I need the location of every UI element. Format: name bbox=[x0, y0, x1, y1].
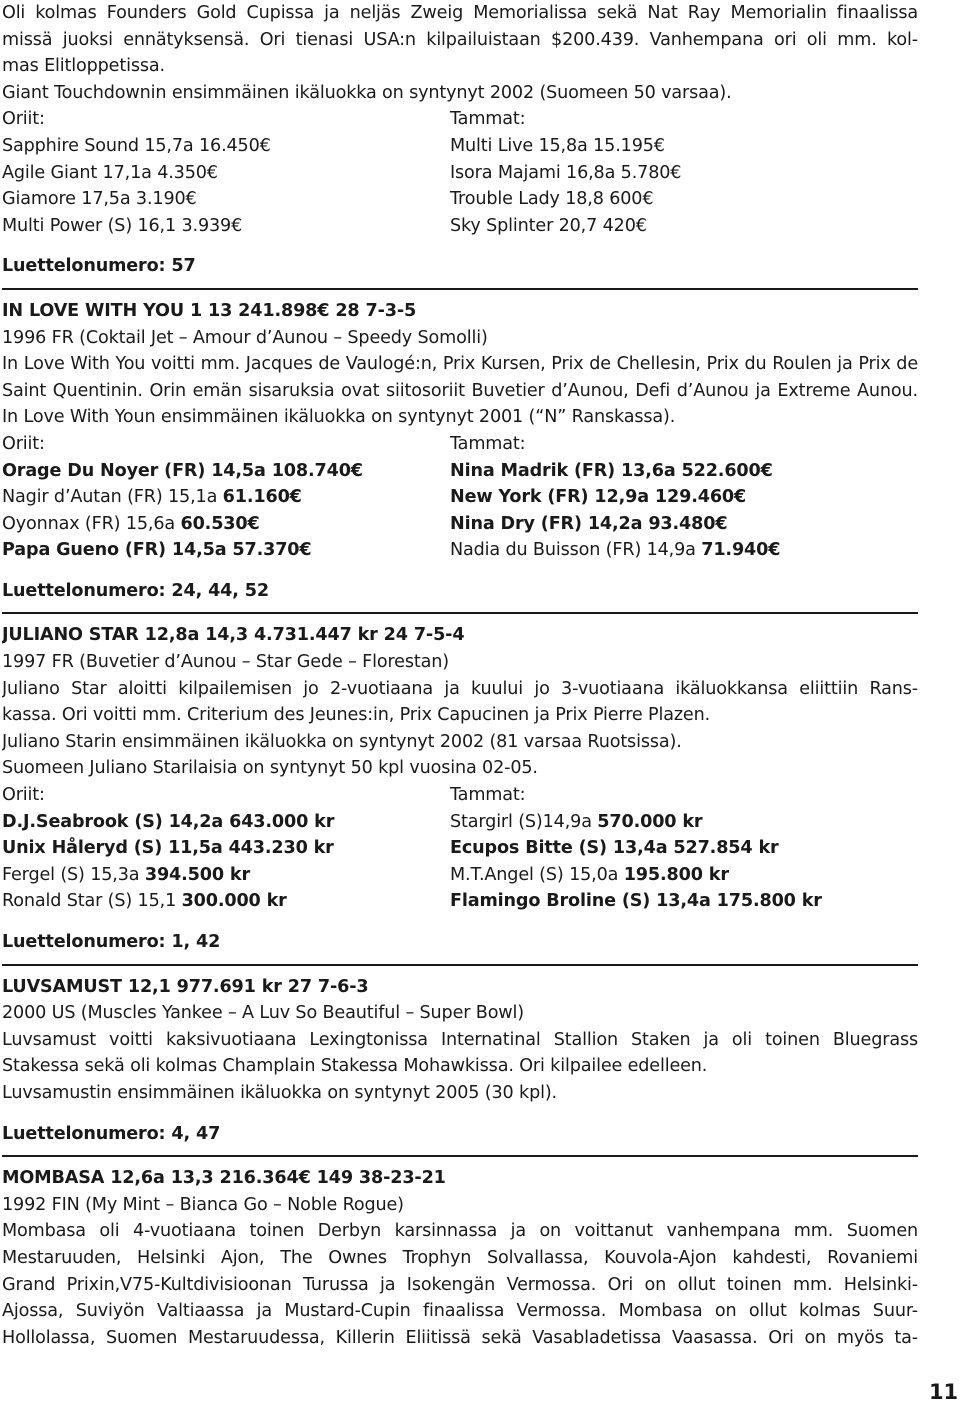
catalogue-number: Luettelonumero: 24, 44, 52 bbox=[2, 580, 269, 601]
offspring-row bbox=[2, 458, 918, 485]
stallion-section-mombasa bbox=[2, 1165, 918, 1351]
mare-entry: Ecupos Bitte (S) 13,4a 527.854 kr bbox=[450, 838, 779, 859]
catalogue-number: Luettelonumero: 57 bbox=[2, 256, 196, 277]
intro-line: Oli kolmas Founders Gold Cupissa ja neljäs Zweig Memorialissa sekä Nat Ray Memorialin finaalissa bbox=[2, 3, 918, 23]
mare-entry: Nadia du Buisson (FR) 14,9a 71.940€ bbox=[450, 540, 781, 561]
stallion-heading: MOMBASA 12,6a 13,3 216.364€ 149 38-23-21 bbox=[2, 1168, 446, 1189]
description-line: In Love With You voitti mm. Jacques de Vaulogé:n, Prix Kursen, Prix de Chellesin, Prix du Roulen ja Prix de bbox=[2, 354, 918, 375]
offspring-row bbox=[2, 537, 918, 564]
mare-entry: Nina Madrik (FR) 13,6a 522.600€ bbox=[450, 460, 773, 481]
mare-entry: Sky Splinter 20,7 420€ bbox=[450, 215, 647, 236]
description-line: Suomeen Juliano Starilaisia on syntynyt 50 kpl vuosina 02-05. bbox=[2, 758, 538, 779]
description-line: Hollolassa, Suomen Mestaruudessa, Killerin Eliitissä sekä Vasabladetissa Vaasassa. Ori on myös ta- bbox=[2, 1327, 918, 1348]
offspring-row bbox=[2, 213, 918, 240]
stallion-entry: Multi Power (S) 16,1 3.939€ bbox=[2, 215, 243, 236]
mares-label: Tammat: bbox=[450, 785, 526, 806]
stallion-section-juliano-star bbox=[2, 622, 918, 955]
stallion-section-luvsamust bbox=[2, 974, 918, 1148]
stallion-entry: Agile Giant 17,1a 4.350€ bbox=[2, 162, 218, 183]
stallion-entry: Sapphire Sound 15,7a 16.450€ bbox=[2, 135, 271, 156]
stallion-heading: JULIANO STAR 12,8a 14,3 4.731.447 kr 24 7-5-4 bbox=[2, 625, 465, 646]
mare-entry: Trouble Lady 18,8 600€ bbox=[450, 189, 654, 210]
page-number: 11 bbox=[929, 1380, 958, 1404]
document-body bbox=[2, 0, 918, 1351]
mares-label: Tammat: bbox=[450, 433, 526, 454]
description-line: Luvsamustin ensimmäinen ikäluokka on syntynyt 2005 (30 kpl). bbox=[2, 1082, 557, 1103]
mares-label: Tammat: bbox=[450, 109, 526, 130]
description-line: Juliano Star aloitti kilpailemisen jo 2-vuotiaana ja kuului jo 3-vuotiaana ikäluokkansa eliittiin Rans- bbox=[2, 678, 918, 699]
offspring-row bbox=[2, 835, 918, 862]
offspring-row bbox=[2, 484, 918, 511]
stallion-entry: Ronald Star (S) 15,1 300.000 kr bbox=[2, 891, 287, 912]
section-divider bbox=[2, 288, 918, 290]
mare-entry: M.T.Angel (S) 15,0a 195.800 kr bbox=[450, 864, 729, 885]
intro-line: mas Elitloppetissa. bbox=[2, 56, 165, 77]
intro-line: Giant Touchdownin ensimmäinen ikäluokka on syntynyt 2002 (Suomeen 50 varsaa). bbox=[2, 82, 732, 103]
stallion-pedigree: 1996 FR (Coktail Jet – Amour d’Aunou – Speedy Somolli) bbox=[2, 327, 488, 348]
stallion-pedigree: 1997 FR (Buvetier d’Aunou – Star Gede – Florestan) bbox=[2, 652, 449, 673]
mare-entry: Multi Live 15,8a 15.195€ bbox=[450, 135, 665, 156]
offspring-row bbox=[2, 862, 918, 889]
stallion-section-in-love-with-you bbox=[2, 298, 918, 605]
mare-entry: Stargirl (S)14,9a 570.000 kr bbox=[450, 811, 703, 832]
stallions-label: Oriit: bbox=[2, 109, 45, 130]
mare-entry: Nina Dry (FR) 14,2a 93.480€ bbox=[450, 513, 728, 534]
catalogue-number: Luettelonumero: 1, 42 bbox=[2, 932, 221, 952]
description-line: kassa. Ori voitti mm. Criterium des Jeunes:in, Prix Capucinen ja Prix Pierre Plazen. bbox=[2, 705, 711, 726]
stallions-label: Oriit: bbox=[2, 785, 45, 806]
mare-entry: Flamingo Broline (S) 13,4a 175.800 kr bbox=[450, 891, 822, 912]
stallion-entry: Nagir d’Autan (FR) 15,1a 61.160€ bbox=[2, 487, 302, 508]
offspring-header bbox=[2, 782, 918, 809]
description-line: Stakessa sekä oli kolmas Champlain Stakessa Mohawkissa. Ori kilpailee edelleen. bbox=[2, 1056, 708, 1077]
offspring-header bbox=[2, 431, 918, 458]
offspring-row bbox=[2, 160, 918, 187]
intro-section bbox=[2, 0, 918, 280]
offspring-row bbox=[2, 888, 918, 915]
section-divider bbox=[2, 1155, 918, 1157]
mare-entry: New York (FR) 12,9a 129.460€ bbox=[450, 487, 747, 508]
description-line: In Love With Youn ensimmäinen ikäluokka on syntynyt 2001 (“N” Ranskassa). bbox=[2, 407, 676, 428]
description-line: Saint Quentinin. Orin emän sisaruksia ovat siitosoriit Buvetier d’Aunou, Defi d’Aunou ja Extreme Aunou. bbox=[2, 380, 918, 401]
intro-line: missä juoksi ennätyksensä. Ori tienasi USA:n kilpailuistaan $200.439. Vanhempana ori oli mm. kol- bbox=[2, 29, 918, 50]
stallion-pedigree: 2000 US (Muscles Yankee – A Luv So Beautiful – Super Bowl) bbox=[2, 1003, 524, 1024]
section-divider bbox=[2, 964, 918, 966]
offspring-header bbox=[2, 106, 918, 133]
description-line: Mombasa oli 4-vuotiaana toinen Derbyn karsinnassa ja on voittanut vanhempana mm. Suomen bbox=[2, 1221, 918, 1242]
stallion-entry: Unix Håleryd (S) 11,5a 443.230 kr bbox=[2, 838, 334, 859]
stallion-entry: D.J.Seabrook (S) 14,2a 643.000 kr bbox=[2, 811, 335, 832]
offspring-row bbox=[2, 511, 918, 538]
description-line: Mestaruuden, Helsinki Ajon, The Ownes Trophyn Solvallassa, Kouvola-Ajon kahdesti, Rovaniemi bbox=[2, 1247, 918, 1268]
stallion-entry: Orage Du Noyer (FR) 14,5a 108.740€ bbox=[2, 460, 363, 481]
offspring-row bbox=[2, 133, 918, 160]
stallion-entry: Fergel (S) 15,3a 394.500 kr bbox=[2, 864, 251, 885]
stallion-entry: Giamore 17,5a 3.190€ bbox=[2, 189, 197, 210]
description-line: Juliano Starin ensimmäinen ikäluokka on syntynyt 2002 (81 varsaa Ruotsissa). bbox=[2, 731, 682, 752]
stallions-label: Oriit: bbox=[2, 433, 45, 454]
description-line: Ajossa, Suviyön Valtiaassa ja Mustard-Cupin finaalissa Vermossa. Mombasa on ollut kolmas Suur- bbox=[2, 1301, 918, 1322]
catalogue-number: Luettelonumero: 4, 47 bbox=[2, 1123, 221, 1144]
offspring-row bbox=[2, 809, 918, 836]
stallion-heading: IN LOVE WITH YOU 1 13 241.898€ 28 7-3-5 bbox=[2, 300, 417, 321]
offspring-row bbox=[2, 186, 918, 213]
section-divider bbox=[2, 612, 918, 614]
stallion-pedigree: 1992 FIN (My Mint – Bianca Go – Noble Rogue) bbox=[2, 1194, 404, 1215]
stallion-entry: Oyonnax (FR) 15,6a 60.530€ bbox=[2, 513, 260, 534]
description-line: Grand Prixin,V75-Kultdivisioonan Turussa ja Isokengän Vermossa. Ori on ollut toinen mm. Helsinki- bbox=[2, 1274, 918, 1295]
mare-entry: Isora Majami 16,8a 5.780€ bbox=[450, 162, 682, 183]
stallion-entry: Papa Gueno (FR) 14,5a 57.370€ bbox=[2, 540, 312, 561]
description-line: Luvsamust voitti kaksivuotiaana Lexingtonissa Internatinal Stallion Staken ja oli toinen Bluegrass bbox=[2, 1029, 918, 1050]
stallion-heading: LUVSAMUST 12,1 977.691 kr 27 7-6-3 bbox=[2, 976, 369, 997]
